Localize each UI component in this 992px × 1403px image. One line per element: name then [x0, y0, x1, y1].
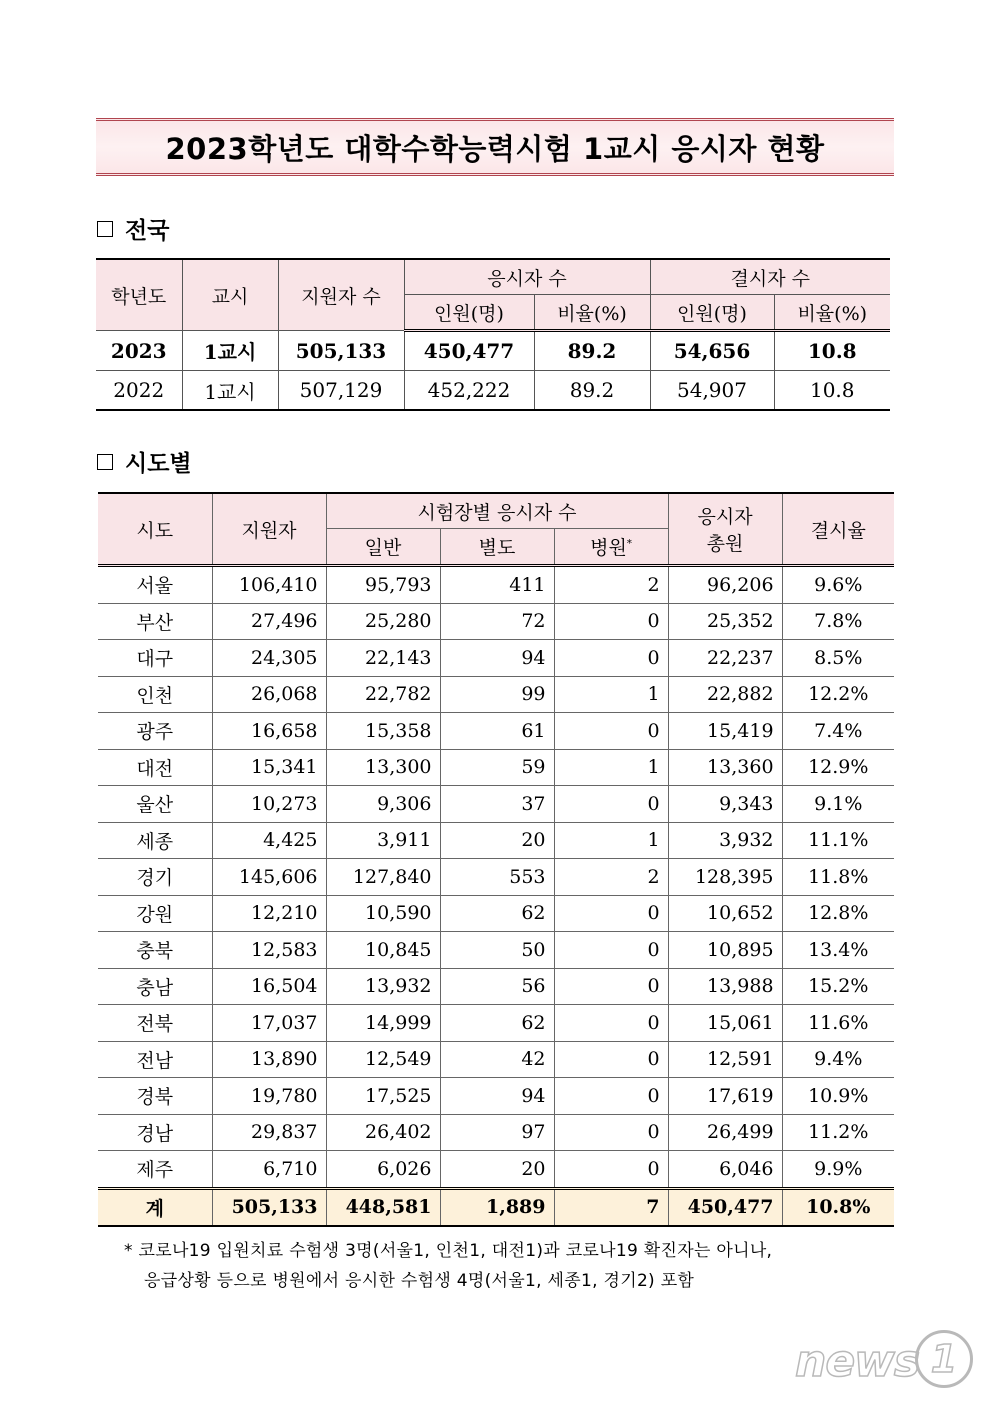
table-cell: 50 [440, 932, 554, 969]
table-row [98, 1041, 894, 1078]
section-heading-national [97, 212, 169, 245]
table-row [98, 822, 894, 859]
region-name-cell: 충남 [98, 968, 212, 1005]
table-row [98, 786, 894, 823]
table-cell: 72 [440, 603, 554, 640]
table-cell: 1,889 [440, 1188, 554, 1226]
section-label: 전국 [125, 218, 170, 244]
table-cell: 0 [554, 1078, 668, 1115]
header-absentees-count: 인원(명) [650, 295, 774, 331]
table-cell: 37 [440, 786, 554, 823]
table-cell: 20 [440, 822, 554, 859]
table-cell: 0 [554, 1151, 668, 1189]
table-cell: 450,477 [668, 1188, 782, 1226]
table-cell: 10,652 [668, 895, 782, 932]
table-cell: 26,499 [668, 1114, 782, 1151]
header-total-takers-line2: 총원 [706, 533, 744, 555]
table-cell: 553 [440, 859, 554, 896]
table-cell: 89.2 [534, 331, 650, 371]
table-cell: 0 [554, 968, 668, 1005]
table-cell: 94 [440, 1078, 554, 1115]
table-cell: 54,907 [650, 371, 774, 411]
table-cell: 10,590 [326, 895, 440, 932]
table-cell: 97 [440, 1114, 554, 1151]
region-name-cell: 대전 [98, 749, 212, 786]
region-name-cell: 부산 [98, 603, 212, 640]
table-cell: 2 [554, 859, 668, 896]
table-cell: 1교시 [182, 331, 278, 371]
table-cell: 22,782 [326, 676, 440, 713]
table-cell: 127,840 [326, 859, 440, 896]
header-by-site: 시험장별 응시자 수 [326, 493, 668, 529]
table-cell: 11.2% [782, 1114, 894, 1151]
table-cell: 54,656 [650, 331, 774, 371]
page-title: 2023학년도 대학수학능력시험 1교시 응시자 현황 [165, 131, 825, 166]
table-cell: 10.8 [774, 331, 890, 371]
checkbox-square-icon [97, 221, 113, 237]
table-cell: 3,932 [668, 822, 782, 859]
table-cell: 448,581 [326, 1188, 440, 1226]
table-row [98, 968, 894, 1005]
table-cell: 450,477 [404, 331, 534, 371]
table-cell: 411 [440, 566, 554, 604]
table-cell: 15,419 [668, 713, 782, 750]
header-absentees: 결시자 수 [650, 259, 890, 295]
table-cell: 1 [554, 676, 668, 713]
table-cell: 9.4% [782, 1041, 894, 1078]
table-cell: 26,402 [326, 1114, 440, 1151]
table-cell: 22,882 [668, 676, 782, 713]
table-cell: 10,845 [326, 932, 440, 969]
region-name-cell: 경기 [98, 859, 212, 896]
region-name-cell: 인천 [98, 676, 212, 713]
table-cell: 7 [554, 1188, 668, 1226]
table-cell: 27,496 [212, 603, 326, 640]
region-name-cell: 제주 [98, 1151, 212, 1189]
table-cell: 11.8% [782, 859, 894, 896]
region-name-cell: 세종 [98, 822, 212, 859]
table-cell: 62 [440, 895, 554, 932]
table-cell: 24,305 [212, 640, 326, 677]
table-cell: 95,793 [326, 566, 440, 604]
region-name-cell: 충북 [98, 932, 212, 969]
header-year: 학년도 [96, 259, 182, 331]
table-cell: 7.4% [782, 713, 894, 750]
region-name-cell: 경북 [98, 1078, 212, 1115]
header-hospital [554, 529, 668, 566]
table-cell: 145,606 [212, 859, 326, 896]
table-cell: 2 [554, 566, 668, 604]
regional-table [98, 492, 894, 1227]
table-cell: 1 [554, 749, 668, 786]
table-cell: 13,300 [326, 749, 440, 786]
table-cell: 505,133 [212, 1188, 326, 1226]
table-cell: 11.1% [782, 822, 894, 859]
table-cell: 10,273 [212, 786, 326, 823]
table-cell: 9.9% [782, 1151, 894, 1189]
table-cell: 0 [554, 603, 668, 640]
table-cell: 10.8% [782, 1188, 894, 1226]
table-cell: 10.9% [782, 1078, 894, 1115]
header-total-takers [668, 493, 782, 566]
table-cell: 12.9% [782, 749, 894, 786]
table-cell: 8.5% [782, 640, 894, 677]
table-cell: 99 [440, 676, 554, 713]
table-cell: 12,591 [668, 1041, 782, 1078]
table-cell: 4,425 [212, 822, 326, 859]
header-applicants: 지원자 수 [278, 259, 404, 331]
table-cell: 12,583 [212, 932, 326, 969]
region-name-cell: 강원 [98, 895, 212, 932]
section-heading-regional [97, 445, 192, 478]
header-absence-rate: 결시율 [782, 493, 894, 566]
table-cell: 128,395 [668, 859, 782, 896]
table-cell: 0 [554, 1005, 668, 1042]
table-cell: 26,068 [212, 676, 326, 713]
header-takers: 응시자 수 [404, 259, 650, 295]
region-name-cell: 전남 [98, 1041, 212, 1078]
table-cell: 0 [554, 1114, 668, 1151]
region-name-cell: 대구 [98, 640, 212, 677]
table-cell: 13,988 [668, 968, 782, 1005]
region-name-cell: 울산 [98, 786, 212, 823]
table-row [98, 676, 894, 713]
table-row [98, 932, 894, 969]
table-cell: 20 [440, 1151, 554, 1189]
region-name-cell: 경남 [98, 1114, 212, 1151]
table-cell: 1교시 [182, 371, 278, 411]
table-cell: 13,932 [326, 968, 440, 1005]
table-row [98, 1114, 894, 1151]
region-name-cell: 서울 [98, 566, 212, 604]
table-cell: 507,129 [278, 371, 404, 411]
table-cell: 452,222 [404, 371, 534, 411]
table-cell: 11.6% [782, 1005, 894, 1042]
table-cell: 0 [554, 1041, 668, 1078]
header-region: 시도 [98, 493, 212, 566]
table-cell: 15.2% [782, 968, 894, 1005]
table-row [98, 640, 894, 677]
table-row [98, 566, 894, 604]
regional-table-body [98, 566, 894, 1189]
table-row [96, 371, 890, 411]
table-cell: 16,658 [212, 713, 326, 750]
region-name-cell: 전북 [98, 1005, 212, 1042]
table-cell: 12,549 [326, 1041, 440, 1078]
header-absentees-ratio: 비율(%) [774, 295, 890, 331]
table-cell: 42 [440, 1041, 554, 1078]
table-cell: 9.1% [782, 786, 894, 823]
table-cell: 94 [440, 640, 554, 677]
table-cell: 계 [98, 1188, 212, 1226]
table-cell: 15,061 [668, 1005, 782, 1042]
table-cell: 9.6% [782, 566, 894, 604]
table-cell: 17,525 [326, 1078, 440, 1115]
table-row [98, 859, 894, 896]
table-cell: 6,026 [326, 1151, 440, 1189]
table-cell: 3,911 [326, 822, 440, 859]
table-cell: 1 [554, 822, 668, 859]
table-cell: 12,210 [212, 895, 326, 932]
header-period: 교시 [182, 259, 278, 331]
table-cell: 59 [440, 749, 554, 786]
footnote-line: * 코로나19 입원치료 수험생 3명(서울1, 인천1, 대전1)과 코로나19 확진자는 아니나, [124, 1241, 773, 1261]
footnote [124, 1236, 914, 1296]
table-cell: 15,358 [326, 713, 440, 750]
table-row [98, 1005, 894, 1042]
table-row [98, 749, 894, 786]
table-cell: 22,143 [326, 640, 440, 677]
header-general: 일반 [326, 529, 440, 566]
table-cell: 10,895 [668, 932, 782, 969]
table-cell: 10.8 [774, 371, 890, 411]
table-cell: 0 [554, 640, 668, 677]
table-cell: 0 [554, 713, 668, 750]
table-cell: 0 [554, 932, 668, 969]
table-cell: 2022 [96, 371, 182, 411]
table-row [98, 1078, 894, 1115]
table-cell: 16,504 [212, 968, 326, 1005]
watermark-word: news [795, 1336, 920, 1387]
header-total-takers-line1: 응시자 [697, 506, 753, 528]
national-table [96, 258, 890, 411]
table-cell: 56 [440, 968, 554, 1005]
section-label: 시도별 [125, 451, 192, 477]
table-cell: 6,710 [212, 1151, 326, 1189]
table-row [98, 895, 894, 932]
table-cell: 2023 [96, 331, 182, 371]
table-cell: 7.8% [782, 603, 894, 640]
table-cell: 22,237 [668, 640, 782, 677]
footnote-line: 응급상황 등으로 병원에서 응시한 수험생 4명(서울1, 세종1, 경기2) 포함 [144, 1271, 695, 1291]
table-cell: 15,341 [212, 749, 326, 786]
table-cell: 505,133 [278, 331, 404, 371]
header-takers-ratio: 비율(%) [534, 295, 650, 331]
table-cell: 14,999 [326, 1005, 440, 1042]
table-cell: 17,037 [212, 1005, 326, 1042]
table-cell: 25,280 [326, 603, 440, 640]
header-takers-count: 인원(명) [404, 295, 534, 331]
header-separate: 별도 [440, 529, 554, 566]
table-cell: 106,410 [212, 566, 326, 604]
table-cell: 61 [440, 713, 554, 750]
page-title-banner [96, 118, 894, 176]
table-cell: 0 [554, 786, 668, 823]
table-cell: 17,619 [668, 1078, 782, 1115]
table-cell: 19,780 [212, 1078, 326, 1115]
news1-watermark-logo [795, 1330, 985, 1394]
table-cell: 13.4% [782, 932, 894, 969]
table-row [98, 1151, 894, 1189]
table-row-total [98, 1188, 894, 1226]
table-cell: 6,046 [668, 1151, 782, 1189]
table-row [98, 603, 894, 640]
table-cell: 29,837 [212, 1114, 326, 1151]
table-cell: 89.2 [534, 371, 650, 411]
table-cell: 9,306 [326, 786, 440, 823]
checkbox-square-icon [97, 454, 113, 470]
table-cell: 12.2% [782, 676, 894, 713]
table-row [96, 331, 890, 371]
table-cell: 25,352 [668, 603, 782, 640]
table-cell: 62 [440, 1005, 554, 1042]
footnote-marker: * [626, 538, 632, 550]
watermark-numeral: 1 [915, 1330, 973, 1388]
table-row [98, 713, 894, 750]
table-cell: 96,206 [668, 566, 782, 604]
table-cell: 12.8% [782, 895, 894, 932]
region-name-cell: 광주 [98, 713, 212, 750]
header-applicants: 지원자 [212, 493, 326, 566]
header-hospital-label: 병원 [590, 537, 627, 559]
table-cell: 9,343 [668, 786, 782, 823]
table-cell: 0 [554, 895, 668, 932]
table-cell: 13,360 [668, 749, 782, 786]
table-cell: 13,890 [212, 1041, 326, 1078]
